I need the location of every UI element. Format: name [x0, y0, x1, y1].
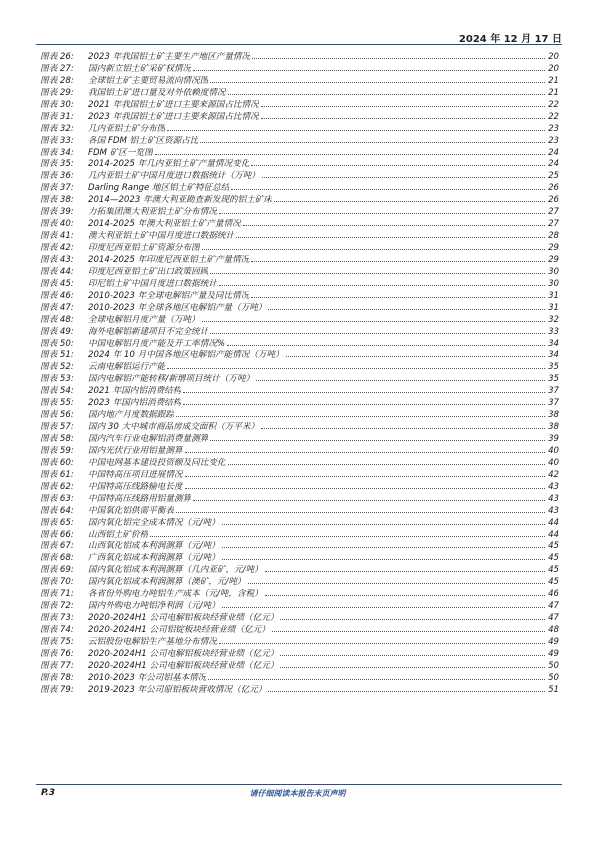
toc-entry-label: 图表 44: [40, 266, 74, 277]
toc-entry-page: 28 [548, 231, 559, 242]
toc-entry[interactable] [40, 506, 559, 518]
toc-entry-page: 47 [548, 613, 559, 624]
toc-entry-title: 全球铝土矿主要贸易流向情况图 [88, 75, 209, 86]
toc-entry-page: 30 [548, 266, 559, 277]
toc-entry-label: 图表 52: [40, 362, 74, 373]
toc-entry-leader [236, 237, 545, 238]
toc-entry-label: 图表 26: [40, 52, 74, 62]
toc-entry-leader [210, 273, 545, 274]
toc-entry-page: 45 [548, 541, 559, 552]
toc-entry-label: 图表 56: [40, 410, 74, 421]
toc-entry-title: 2023 年国内铝消费结构 [88, 398, 182, 409]
toc-entry[interactable] [40, 148, 559, 160]
toc-entry-page: 43 [548, 505, 559, 516]
toc-entry-page: 37 [548, 386, 559, 397]
toc-entry-title: 2021 年国内铝消费结构 [88, 386, 182, 397]
toc-entry[interactable] [40, 386, 559, 398]
toc-entry-leader [208, 679, 545, 680]
toc-entry-label: 图表 54: [40, 386, 74, 397]
toc-entry[interactable] [40, 339, 559, 351]
toc-entry-label: 图表 72: [40, 601, 74, 612]
toc-entry-page: 25 [548, 171, 559, 182]
toc-entry-label: 图表 79: [40, 684, 74, 695]
toc-entry-label: 图表 60: [40, 457, 74, 468]
toc-entry-leader [183, 392, 545, 393]
toc-entry-leader [167, 368, 545, 369]
toc-entry-leader [261, 106, 545, 107]
toc-entry-label: 图表 75: [40, 636, 74, 647]
toc-entry-leader [280, 619, 545, 620]
toc-entry-page: 46 [548, 589, 559, 600]
toc-entry-page: 24 [548, 159, 559, 170]
toc-entry-title: 2021 年我国铝土矿进口主要来源国占比情况 [88, 99, 259, 110]
toc-entry-title: 印度尼西亚铝土矿资源分布图 [88, 243, 200, 253]
toc-entry-title: 我国铝土矿进口量及对外依赖度情况 [88, 87, 226, 98]
toc-entry[interactable] [40, 100, 559, 112]
toc-entry-title: 中国电解铝月度产能及开工率情况% [88, 338, 226, 349]
toc-entry-label: 图表 48: [40, 314, 74, 325]
toc-entry-label: 图表 46: [40, 290, 74, 301]
toc-entry[interactable] [40, 315, 559, 327]
toc-entry[interactable] [40, 685, 559, 697]
toc-entry-page: 31 [548, 302, 559, 313]
toc-entry-title: 国内氧化铝成本利润测算（几内亚矿，元/吨） [88, 565, 263, 576]
toc-entry-leader [176, 512, 545, 513]
toc-entry-title: 2023 年我国铝土矿进口主要来源国占比情况 [88, 111, 259, 122]
toc-entry-leader [280, 667, 545, 668]
toc-entry-title: 澳大利亚铝土矿中国月度进口数据统计 [88, 231, 235, 242]
toc-entry-page: 49 [548, 636, 559, 647]
toc-entry[interactable] [40, 159, 559, 171]
toc-entry-page: 26 [548, 195, 559, 206]
toc-entry[interactable] [40, 673, 559, 685]
toc-entry-leader [228, 464, 545, 465]
toc-entry-leader [261, 428, 545, 429]
toc-entry-page: 32 [548, 314, 559, 325]
footer-page-number: P.3 [41, 788, 55, 798]
toc-entry-label: 图表 34: [40, 147, 74, 158]
toc-entry-label: 图表 28: [40, 75, 74, 86]
toc-entry-label: 图表 35: [40, 159, 74, 170]
toc-entry-page: 35 [548, 362, 559, 373]
toc-entry-page: 26 [548, 183, 559, 194]
toc-entry-label: 图表 36: [40, 171, 74, 182]
toc-entry-leader [272, 631, 545, 632]
toc-entry-page: 45 [548, 577, 559, 588]
toc-entry-leader [193, 70, 545, 71]
toc-entry-page: 45 [548, 553, 559, 564]
toc-entry-leader [248, 583, 545, 584]
toc-entry[interactable] [40, 76, 559, 88]
toc-entry-leader [262, 177, 545, 178]
toc-entry-title: Darling Range 地区铝土矿特征总结 [88, 183, 230, 194]
toc-entry-label: 图表 31: [40, 111, 74, 122]
toc-entry-title: 云南电解铝运行产能 [88, 362, 166, 373]
toc-entry[interactable] [40, 231, 559, 243]
toc-entry-title: 云铝股份电解铝生产基地分布情况 [88, 636, 217, 647]
toc-entry-title: 印度尼西亚铝土矿出口政策回顾 [88, 266, 209, 277]
toc-entry-title: 国内电解铝产能转移/新增项目统计（万吨） [88, 374, 255, 385]
toc-entry-label: 图表 73: [40, 613, 74, 624]
toc-entry-page: 50 [548, 660, 559, 671]
toc-entry[interactable] [40, 374, 559, 386]
toc-entry-page: 24 [548, 147, 559, 158]
toc-entry-title: 2010-2023 年全球电解铝产量及同比情况 [88, 290, 250, 301]
toc-entry-title: 2014—2023 年澳大利亚勘查新发现的铝土矿床 [88, 195, 272, 206]
toc-entry-label: 图表 49: [40, 326, 74, 337]
toc-entry[interactable] [40, 267, 559, 279]
toc-entry-page: 51 [548, 684, 559, 695]
toc-entry-leader [185, 476, 545, 477]
toc-entry[interactable] [40, 601, 559, 613]
toc-entry-title: 印尼铝土矿中国月度进口数据统计 [88, 278, 217, 289]
toc-entry-title: 2020-2024H1 公司电解铝板块经营业绩（亿元） [88, 613, 279, 624]
toc-entry-page: 34 [548, 338, 559, 349]
toc-entry[interactable] [40, 553, 559, 565]
toc-entry-title: 中国氧化铝供需平衡表 [88, 505, 174, 516]
toc-entry-label: 图表 58: [40, 434, 74, 444]
toc-entry-leader [150, 536, 545, 537]
toc-entry[interactable] [40, 291, 559, 303]
toc-entry-label: 图表 68: [40, 553, 74, 564]
toc-entry[interactable] [40, 625, 559, 637]
toc-entry-page: 29 [548, 254, 559, 265]
toc-entry[interactable] [40, 350, 559, 362]
toc-entry-leader [251, 165, 545, 166]
toc-entry-label: 图表 57: [40, 422, 74, 433]
toc-entry-leader [261, 118, 545, 119]
toc-entry-title: 2023 年我国铝土矿主要生产地区产量情况 [88, 52, 251, 62]
toc-entry-leader [228, 94, 545, 95]
toc-entry-page: 22 [548, 99, 559, 110]
toc-entry[interactable] [40, 362, 559, 374]
toc-entry-label: 图表 38: [40, 195, 74, 206]
toc-entry-title: 国内地产月度数据跟踪 [88, 410, 174, 421]
toc-entry-label: 图表 39: [40, 207, 74, 218]
toc-entry-label: 图表 69: [40, 565, 74, 576]
toc-entry-leader [202, 321, 545, 322]
toc-entry-label: 图表 51: [40, 350, 74, 361]
toc-entry[interactable] [40, 541, 559, 553]
toc-entry-page: 21 [548, 87, 559, 98]
toc-entry-page: 44 [548, 517, 559, 528]
toc-entry-page: 49 [548, 648, 559, 659]
toc-entry-label: 图表 64: [40, 505, 74, 516]
toc-entry[interactable] [40, 398, 559, 410]
toc-entry-leader [176, 416, 545, 417]
toc-entry[interactable] [40, 136, 559, 148]
toc-entry[interactable] [40, 64, 559, 76]
toc-entry[interactable] [40, 410, 559, 422]
toc-entry-title: 2019-2023 年公司原铝板块营收情况（亿元） [88, 684, 267, 695]
toc-entry-label: 图表 30: [40, 99, 74, 110]
toc-entry-title: 国内氧化铝成本利润测算（澳矿，元/吨） [88, 577, 246, 588]
toc-entry-leader [251, 297, 545, 298]
toc-entry-page: 27 [548, 219, 559, 230]
toc-entry-page: 21 [548, 75, 559, 86]
toc-entry[interactable] [40, 649, 559, 661]
header-rule [36, 44, 562, 45]
toc-entry-title: 2014-2025 年几内亚铝土矿产量情况变化 [88, 159, 250, 170]
toc-entry-leader [227, 345, 545, 346]
toc-entry-leader [200, 142, 545, 143]
toc-entry-label: 图表 47: [40, 302, 74, 313]
toc-entry-title: 广西氧化铝成本利润测算（元/吨） [88, 553, 220, 564]
toc-entry[interactable] [40, 470, 559, 482]
toc-entry-leader [219, 213, 545, 214]
toc-entry-leader [251, 261, 545, 262]
toc-entry-leader [243, 225, 545, 226]
toc-entry-leader [219, 285, 545, 286]
toc-entry[interactable] [40, 577, 559, 589]
toc-entry[interactable] [40, 518, 559, 530]
toc-entry-page: 48 [548, 625, 559, 635]
toc-entry[interactable] [40, 530, 559, 542]
toc-entry[interactable] [40, 458, 559, 470]
toc-entry-title: 中国特高压项目进展情况 [88, 469, 183, 480]
toc-entry-leader [185, 488, 545, 489]
toc-entry-label: 图表 77: [40, 660, 74, 671]
toc-entry[interactable] [40, 255, 559, 267]
toc-entry-title: 山西铝土矿价格 [88, 529, 149, 540]
toc-entry-page: 31 [548, 290, 559, 301]
toc-entry[interactable] [40, 303, 559, 315]
toc-entry-title: 几内亚铝土矿分布图 [88, 123, 166, 134]
toc-entry-title: 2010-2023 年公司铝基本情况 [88, 672, 207, 683]
toc-entry-leader [252, 58, 545, 59]
toc-entry-label: 图表 33: [40, 135, 74, 146]
toc-entry-label: 图表 59: [40, 445, 74, 456]
toc-entry-label: 图表 32: [40, 123, 74, 134]
toc-entry-title: 2014-2025 年印度尼西亚铝土矿产量情况 [88, 254, 250, 265]
toc-entry-title: 2010-2023 年全球各地区电解铝产量（万吨） [88, 302, 267, 313]
toc-entry[interactable] [40, 494, 559, 506]
toc-entry-title: 中国电网基本建设投资额及同比变化 [88, 457, 226, 468]
toc-entry-leader [185, 452, 545, 453]
toc-entry-title: 中国特高压线路用铝量测算 [88, 493, 192, 504]
toc-entry-page: 40 [548, 445, 559, 456]
toc-entry-leader [265, 571, 545, 572]
toc-entry-page: 23 [548, 123, 559, 134]
toc-entry-title: 2020-2024H1 公司电解铝板块经营业绩（亿元） [88, 660, 279, 671]
toc-entry[interactable] [40, 482, 559, 494]
header-date: 2024 年 12 月 17 日 [458, 34, 562, 45]
toc-entry-label: 图表 62: [40, 481, 74, 492]
toc-entry-title: 国内光伏行业用铝量测算 [88, 445, 183, 456]
toc-entry-label: 图表 76: [40, 648, 74, 659]
toc-entry-title: 国内氧化铝完全成本情况（元/吨） [88, 517, 220, 528]
toc-entry-leader [274, 201, 545, 202]
footer-rule [36, 784, 562, 785]
toc-entry-page: 27 [548, 207, 559, 218]
toc-entry-page: 50 [548, 672, 559, 683]
toc-entry-leader [193, 500, 545, 501]
toc-entry-page: 34 [548, 350, 559, 361]
toc-entry-page: 33 [548, 326, 559, 337]
toc-entry-page: 20 [548, 52, 559, 62]
toc-entry-leader [222, 607, 545, 608]
toc-entry-page: 43 [548, 493, 559, 504]
toc-entry-label: 图表 78: [40, 672, 74, 683]
toc-entry-page: 20 [548, 63, 559, 74]
toc-entry-leader [268, 691, 545, 692]
toc-entry-label: 图表 29: [40, 87, 74, 98]
toc-entry-title: 国内 30 大中城市商品房成交面积（万平米） [88, 422, 260, 433]
toc-entry-leader [265, 595, 545, 596]
toc-entry-title: 国内汽车行业电解铝消费量测算 [88, 434, 209, 444]
toc-entry[interactable] [40, 183, 559, 195]
toc-entry-title: 2020-2024H1 公司电解铝板块经营业绩（亿元） [88, 648, 279, 659]
toc-entry-label: 图表 53: [40, 374, 74, 385]
toc-entry-leader [222, 559, 545, 560]
toc-entry[interactable] [40, 327, 559, 339]
table-of-figures [40, 52, 559, 697]
toc-entry-title: 各省份外购电力吨铝生产成本（元/吨，含税） [88, 589, 263, 600]
toc-entry-label: 图表 55: [40, 398, 74, 409]
toc-entry-page: 40 [548, 457, 559, 468]
toc-entry-label: 图表 67: [40, 541, 74, 552]
toc-entry-title: 国内外购电力吨铝净利润（元/吨） [88, 601, 220, 612]
toc-entry-page: 38 [548, 410, 559, 421]
toc-entry[interactable] [40, 661, 559, 673]
toc-entry-leader [167, 130, 545, 131]
toc-entry[interactable] [40, 195, 559, 207]
toc-entry[interactable] [40, 589, 559, 601]
toc-entry-title: 各国 FDM 铝土矿区资源占比 [88, 135, 199, 146]
toc-entry-label: 图表 45: [40, 278, 74, 289]
toc-entry[interactable] [40, 52, 559, 64]
toc-entry-leader [183, 404, 545, 405]
toc-entry-label: 图表 27: [40, 63, 74, 74]
toc-entry-leader [222, 547, 545, 548]
toc-entry-page: 37 [548, 398, 559, 409]
toc-entry-page: 45 [548, 565, 559, 576]
toc-entry-label: 图表 41: [40, 231, 74, 242]
toc-entry[interactable] [40, 88, 559, 100]
toc-entry[interactable] [40, 279, 559, 291]
toc-entry-title: 2024 年 10 月中国各地区电解铝产能情况（万吨） [88, 350, 284, 361]
toc-entry-page: 47 [548, 601, 559, 612]
toc-entry-label: 图表 65: [40, 517, 74, 528]
toc-entry-label: 图表 70: [40, 577, 74, 588]
toc-entry-label: 图表 40: [40, 219, 74, 230]
toc-entry-label: 图表 43: [40, 254, 74, 265]
toc-entry[interactable] [40, 422, 559, 434]
toc-entry-title: 国内新立铝土矿采矿权情况 [88, 63, 192, 74]
toc-entry-title: FDM 矿区一览图 [88, 147, 153, 158]
toc-entry-page: 35 [548, 374, 559, 385]
toc-entry-page: 38 [548, 422, 559, 433]
toc-entry-leader [202, 249, 545, 250]
toc-entry-title: 几内亚铝土矿中国月度进口数据统计（万吨） [88, 171, 260, 182]
toc-entry-label: 图表 66: [40, 529, 74, 540]
toc-entry[interactable] [40, 434, 559, 446]
toc-entry[interactable] [40, 124, 559, 136]
toc-entry[interactable] [40, 637, 559, 649]
toc-entry-title: 全球电解铝月度产量（万吨） [88, 314, 200, 325]
toc-entry-title: 2020-2024H1 公司铝锭板块经营业绩（亿元） [88, 625, 270, 635]
toc-entry-label: 图表 63: [40, 493, 74, 504]
toc-entry-title: 海外电解铝新建项目不完全统计 [88, 326, 209, 337]
toc-entry-leader [268, 309, 545, 310]
toc-entry-page: 39 [548, 434, 559, 444]
toc-entry-leader [286, 356, 545, 357]
toc-entry-label: 图表 50: [40, 338, 74, 349]
toc-entry-leader [256, 380, 545, 381]
toc-entry-leader [155, 154, 545, 155]
toc-entry-page: 30 [548, 278, 559, 289]
toc-entry-page: 23 [548, 135, 559, 146]
toc-entry-page: 42 [548, 469, 559, 480]
toc-entry[interactable] [40, 446, 559, 458]
toc-entry-page: 29 [548, 243, 559, 253]
footer-disclaimer: 请仔细阅读本报告末页声明 [249, 789, 346, 798]
toc-entry[interactable] [40, 243, 559, 255]
toc-entry-label: 图表 61: [40, 469, 74, 480]
toc-entry-label: 图表 74: [40, 625, 74, 635]
toc-entry-leader [210, 333, 545, 334]
toc-entry-title: 力拓集团澳大利亚铝土矿分布情况 [88, 207, 217, 218]
toc-entry-leader [222, 524, 545, 525]
toc-entry[interactable] [40, 613, 559, 625]
toc-entry-label: 图表 42: [40, 243, 74, 253]
toc-entry[interactable] [40, 565, 559, 577]
toc-entry-leader [231, 189, 545, 190]
toc-entry-leader [219, 643, 545, 644]
toc-entry-label: 图表 71: [40, 589, 74, 600]
toc-entry-title: 山西氧化铝成本利润测算（元/吨） [88, 541, 220, 552]
toc-entry-title: 中国特高压线路输电长度 [88, 481, 183, 492]
toc-entry-page: 44 [548, 529, 559, 540]
toc-entry[interactable] [40, 171, 559, 183]
toc-entry-leader [210, 440, 545, 441]
toc-entry-label: 图表 37: [40, 183, 74, 194]
toc-entry-page: 43 [548, 481, 559, 492]
toc-entry[interactable] [40, 112, 559, 124]
toc-entry-page: 22 [548, 111, 559, 122]
toc-entry-title: 2014-2025 年澳大利亚铝土矿产量情况 [88, 219, 241, 230]
toc-entry-leader [210, 82, 545, 83]
toc-entry-leader [280, 655, 545, 656]
toc-entry[interactable] [40, 207, 559, 219]
toc-entry[interactable] [40, 219, 559, 231]
